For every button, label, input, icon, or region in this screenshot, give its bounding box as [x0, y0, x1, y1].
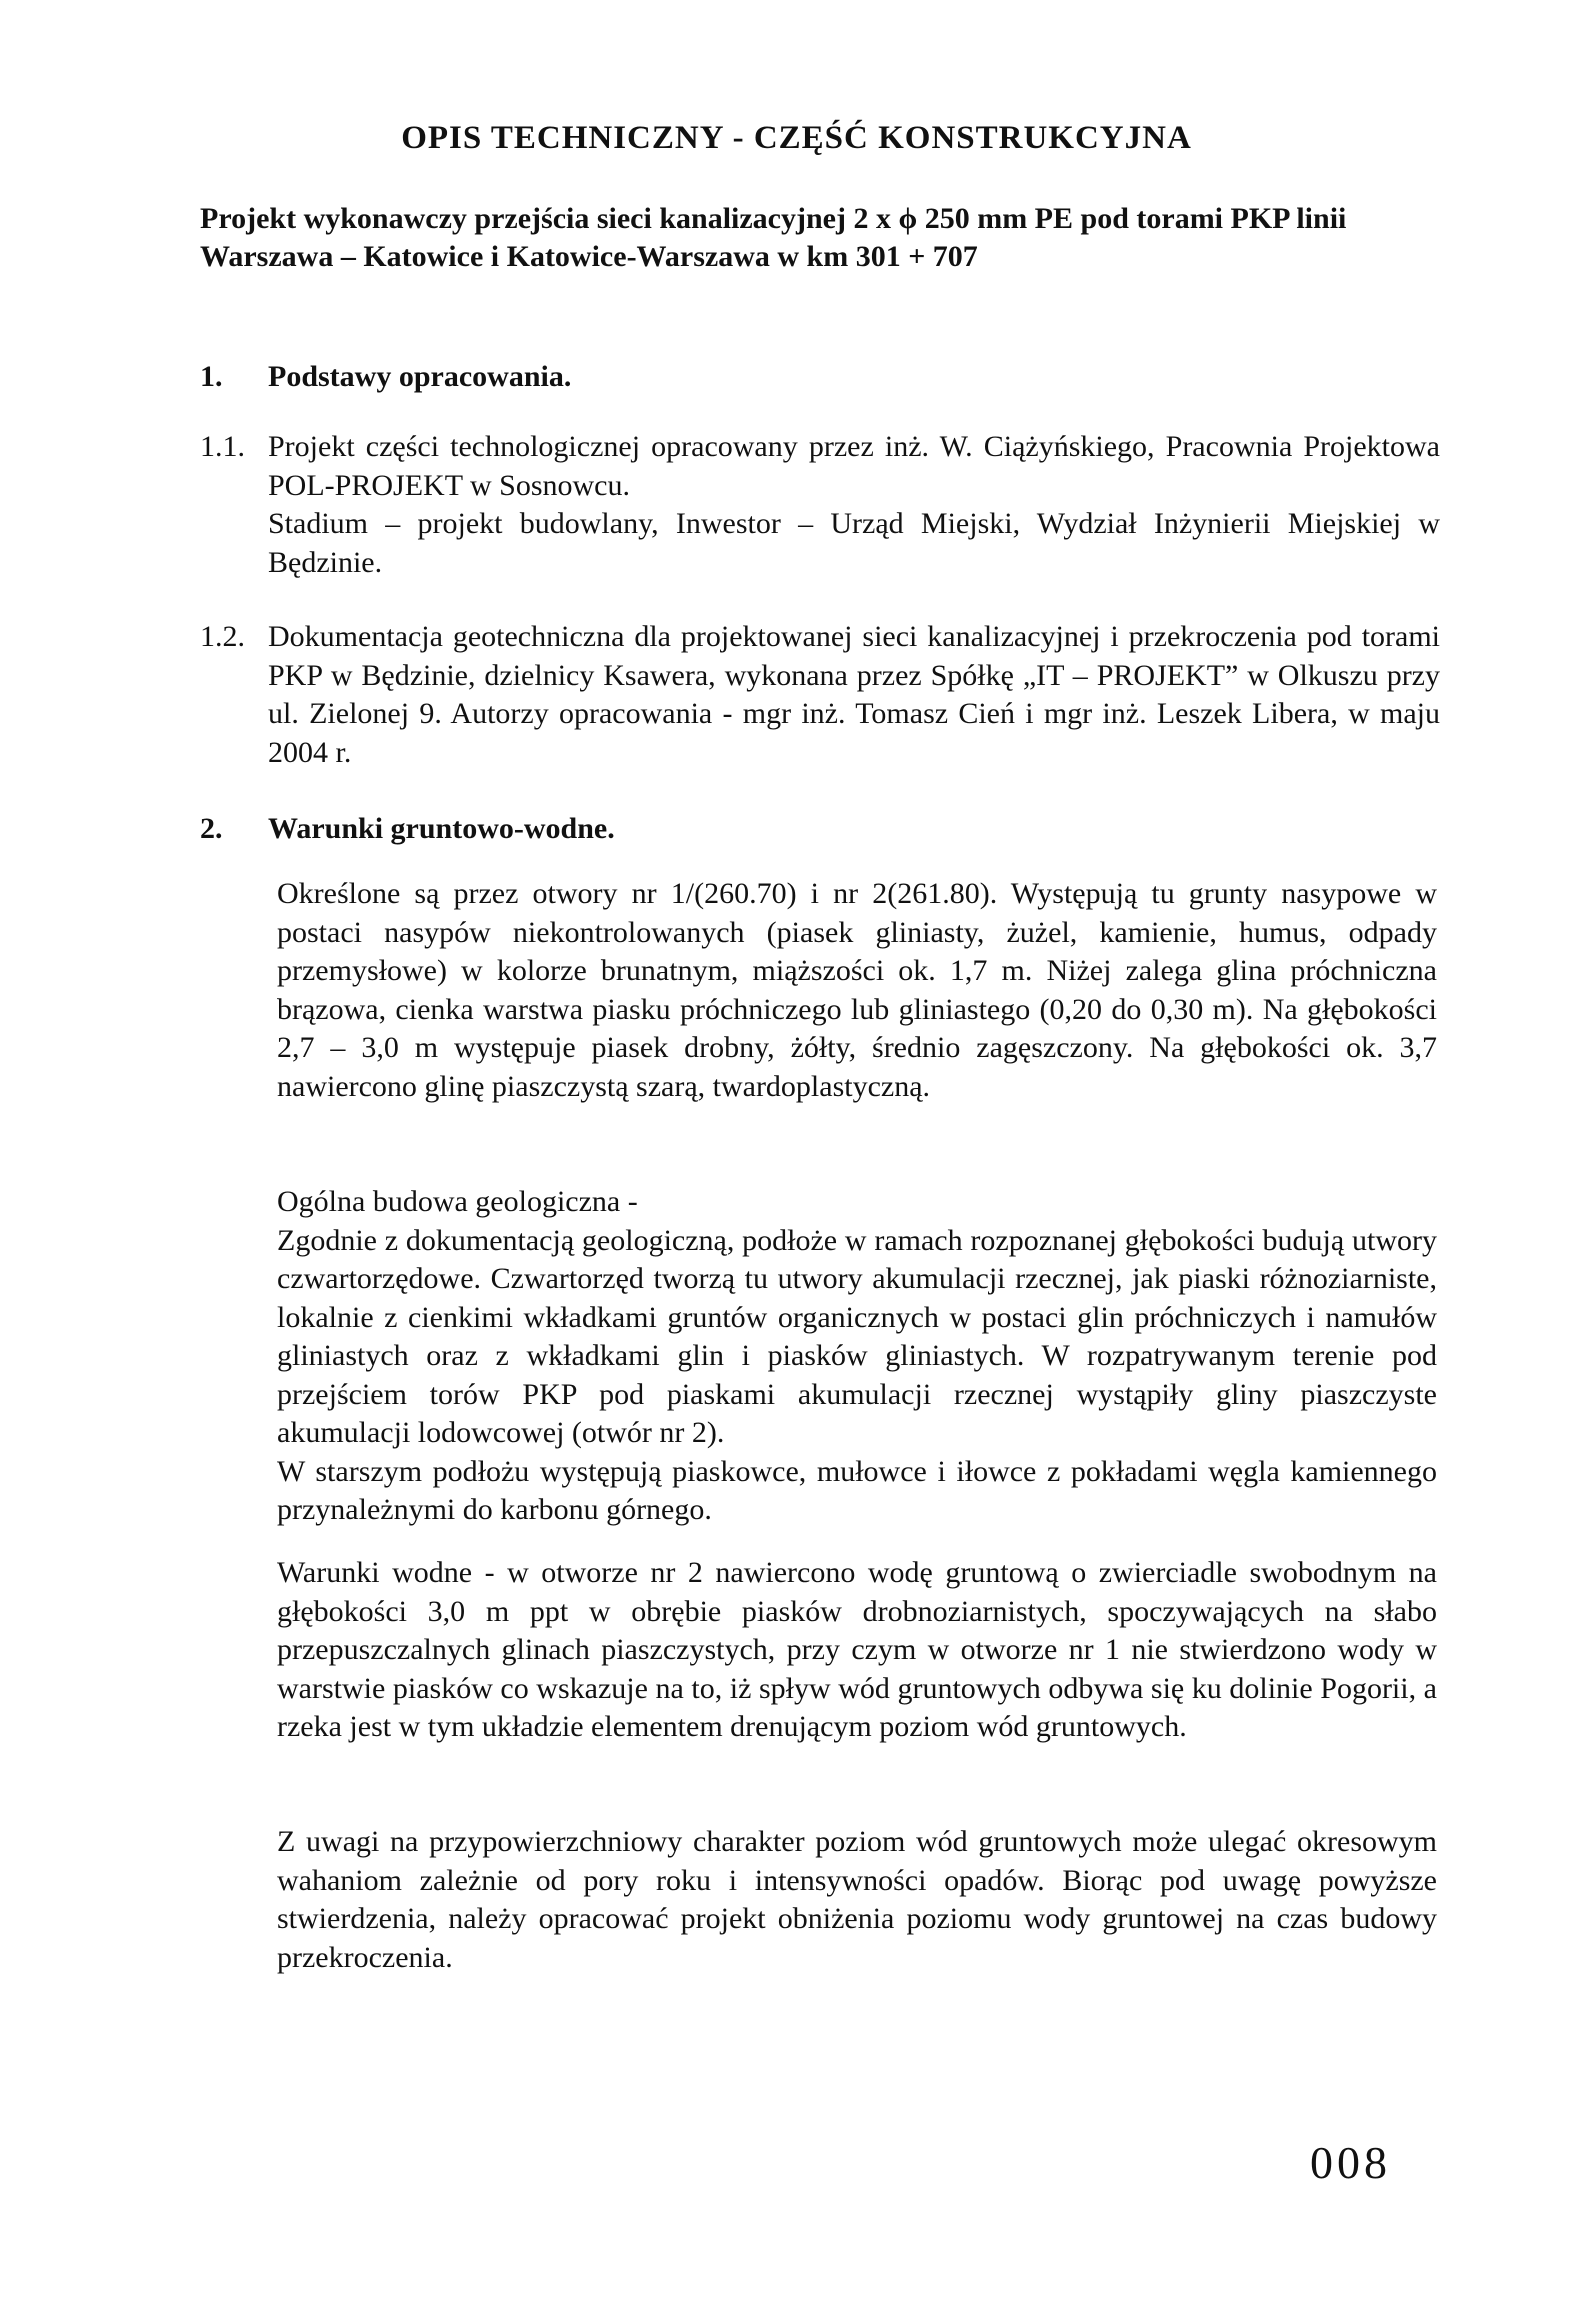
- section-1-number: 1.: [200, 360, 223, 393]
- section-2-heading: [200, 812, 615, 846]
- item-1-2: [200, 618, 1440, 772]
- soil-conditions-text: Określone są przez otwory nr 1/(260.70) i nr 2(261.80). Występują tu grunty nasypowe w postaci nasypów niekontrolowanych (piasek gliniasty, żużel, kamienie, humus, odpady przemysłowe) w kolorze brunatnym, miąższości ok. 1,7 m. Niżej zalega glina próchniczna brązowa, cienka warstwa piasku próchniczego lub gliniastego (0,20 do 0,30 m). Na głębokości 2,7 – 3,0 m występuje piasek drobny, żółty, średnio zagęszczony. Na głębokości ok. 3,7 nawiercono glinę piaszczystą szarą, twardoplastyczną.: [277, 877, 1437, 1103]
- item-1-1: [200, 428, 1440, 582]
- page-number: 008: [1310, 2137, 1391, 2188]
- paragraph-soil-conditions: [277, 875, 1437, 1106]
- paragraph-geology: [277, 1183, 1437, 1530]
- section-2-title: Warunki gruntowo-wodne.: [268, 812, 615, 845]
- item-1-1-line2: Stadium – projekt budowlany, Inwestor – Urząd Miejski, Wydział Inżynierii Miejskiej w Będzinie.: [268, 507, 1440, 579]
- section-2-number: 2.: [200, 812, 223, 845]
- item-1-2-text: Dokumentacja geotechniczna dla projektowanej sieci kanalizacyjnej i przekroczenia pod torami PKP w Będzinie, dzielnicy Ksawera, wykonana przez Spółkę „IT – PROJEKT” w Olkuszu przy ul. Zielonej 9. Autorzy opracowania - mgr inż. Tomasz Cień i mgr inż. Leszek Libera, w maju 2004 r.: [268, 620, 1440, 769]
- geology-heading: Ogólna budowa geologiczna -: [277, 1185, 638, 1218]
- item-1-2-number: 1.2.: [200, 620, 245, 653]
- section-1-title: Podstawy opracowania.: [268, 360, 572, 393]
- item-1-1-number: 1.1.: [200, 430, 245, 463]
- document-title: OPIS TECHNICZNY - CZĘŚĆ KONSTRUKCYJNA: [401, 120, 1192, 156]
- groundwater-note-text: Z uwagi na przypowierzchniowy charakter poziom wód gruntowych może ulegać okresowym wahaniom zależnie od pory roku i intensywności opadów. Biorąc pod uwagę powyższe stwierdzenia, należy opracować projekt obniżenia poziomu wody gruntowej na czas budowy przekroczenia.: [277, 1825, 1437, 1974]
- geology-text-b: W starszym podłożu występują piaskowce, mułowce i iłowce z pokładami węgla kamiennego przynależnymi do karbonu górnego.: [277, 1454, 1437, 1526]
- paragraph-water-conditions: [277, 1554, 1437, 1747]
- document-subtitle: Projekt wykonawczy przejścia sieci kanalizacyjnej 2 x ϕ 250 mm PE pod torami PKP linii Warszawa – Katowice i Katowice-Warszawa w km 301 + 707: [200, 202, 1347, 273]
- geology-text-a: Zgodnie z dokumentacją geologiczną, podłoże w ramach rozpoznanej głębokości budują utwory czwartorzędowe. Czwartorzęd tworzą tu utwory akumulacji rzecznej, jak piaski różnoziarniste, lokalnie z cienkimi wkładkami gruntów organicznych w postaci glin próchniczych i namułów gliniastych oraz z wkładkami glin i piasków gliniastych. W rozpatrywanym terenie pod przejściem torów PKP pod piaskami akumulacji rzecznej wystąpiły gliny piaszczyste akumulacji lodowcowej (otwór nr 2).: [277, 1223, 1437, 1449]
- paragraph-groundwater-note: [277, 1823, 1437, 1977]
- water-conditions-text: Warunki wodne - w otworze nr 2 nawiercono wodę gruntową o zwierciadle swobodnym na głębokości 3,0 m ppt w obrębie piasków drobnoziarnistych, spoczywających na słabo przepuszczalnych glinach piaszczystych, przy czym w otworze nr 1 nie stwierdzono wody w warstwie piasków co wskazuje na to, iż spływ wód gruntowych odbywa się ku dolinie Pogorii, a rzeka jest w tym układzie elementem drenującym poziom wód gruntowych.: [277, 1556, 1437, 1743]
- item-1-1-line1: Projekt części technologicznej opracowany przez inż. W. Ciążyńskiego, Pracownia Projektowa POL-PROJEKT w Sosnowcu.: [268, 430, 1440, 502]
- section-1-heading: [200, 360, 571, 394]
